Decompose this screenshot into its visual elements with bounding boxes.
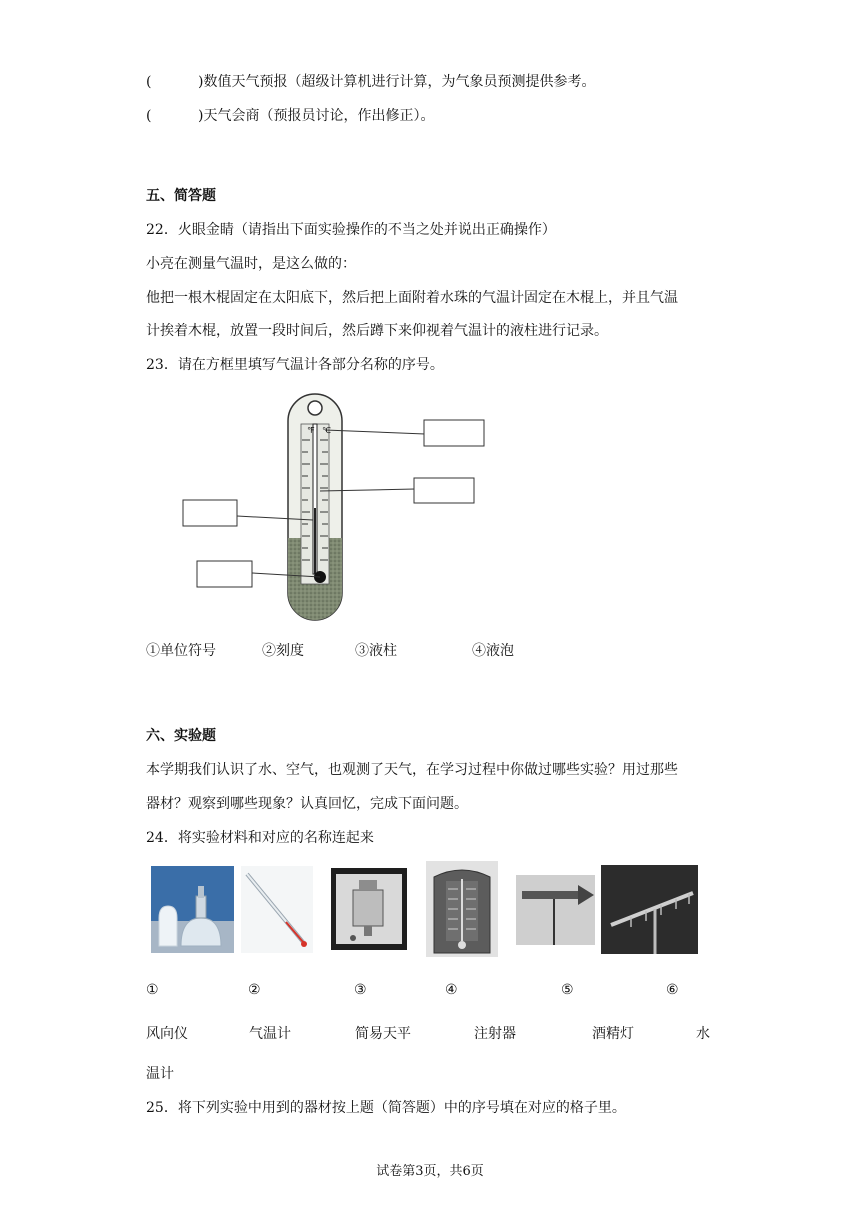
equipment-name: 水: [696, 1026, 710, 1042]
section-intro: 器材？观察到哪些现象？认真回忆，完成下面问题。: [146, 796, 468, 812]
question-23-title: 23．请在方框里填写气温计各部分名称的序号。: [146, 357, 444, 373]
section-heading: 五、简答题: [146, 188, 216, 204]
question-24-title: 24．将实验材料和对应的名称连起来: [146, 830, 374, 846]
equipment-name: 气温计: [249, 1026, 291, 1042]
wind-vane-photo: [516, 875, 595, 945]
alcohol-lamp-photo: [151, 866, 234, 953]
syringe-photo: [331, 868, 407, 950]
forecast-step-item: ( )数值天气预报（超级计算机进行计算，为气象员预测提供参考。: [146, 74, 596, 90]
thermometer-photo: [241, 866, 313, 953]
thermometer-figure: [170, 388, 510, 628]
section-heading: 六、实验题: [146, 728, 216, 744]
air-thermometer-photo: [426, 861, 498, 957]
equipment-name: 风向仪: [146, 1026, 188, 1042]
unit-symbol-fahrenheit: ℉: [307, 426, 315, 435]
question-22-title: 22．火眼金睛（请指出下面实验操作的不当之处并说出正确操作）: [146, 222, 556, 238]
equipment-name-wrap: 温计: [146, 1066, 174, 1082]
item-number: ①: [146, 982, 159, 998]
part-name-unit: ①单位符号: [146, 643, 216, 659]
unit-symbol-celsius: ℃: [322, 426, 331, 435]
equipment-name: 注射器: [474, 1026, 516, 1042]
question-22-text: 小亮在测量气温时，是这么做的：: [146, 256, 356, 272]
question-22-text: 计挨着木棍，放置一段时间后，然后蹲下来仰视着气温计的液柱进行记录。: [146, 323, 608, 339]
item-number: ⑤: [561, 982, 574, 998]
item-number: ④: [445, 982, 458, 998]
equipment-name: 简易天平: [355, 1026, 411, 1042]
item-number: ③: [354, 982, 367, 998]
part-name-bulb: ④液泡: [472, 643, 514, 659]
equipment-name: 酒精灯: [592, 1026, 634, 1042]
part-name-scale: ②刻度: [262, 643, 304, 659]
forecast-step-item: ( )天气会商（预报员讨论，作出修正）。: [146, 108, 435, 124]
water-thermometer-photo: [601, 865, 698, 954]
part-name-column: ③液柱: [355, 643, 397, 659]
page-footer: 试卷第3页，共6页: [376, 1164, 484, 1179]
question-22-text: 他把一根木棍固定在太阳底下，然后把上面附着水珠的气温计固定在木棍上，并且气温: [146, 290, 678, 306]
item-number: ⑥: [666, 982, 679, 998]
question-25-title: 25．将下列实验中用到的器材按上题（简答题）中的序号填在对应的格子里。: [146, 1100, 626, 1116]
section-intro: 本学期我们认识了水、空气，也观测了天气，在学习过程中你做过哪些实验？用过那些: [146, 762, 678, 778]
thermometer-icon: [170, 388, 510, 628]
item-number: ②: [248, 982, 261, 998]
